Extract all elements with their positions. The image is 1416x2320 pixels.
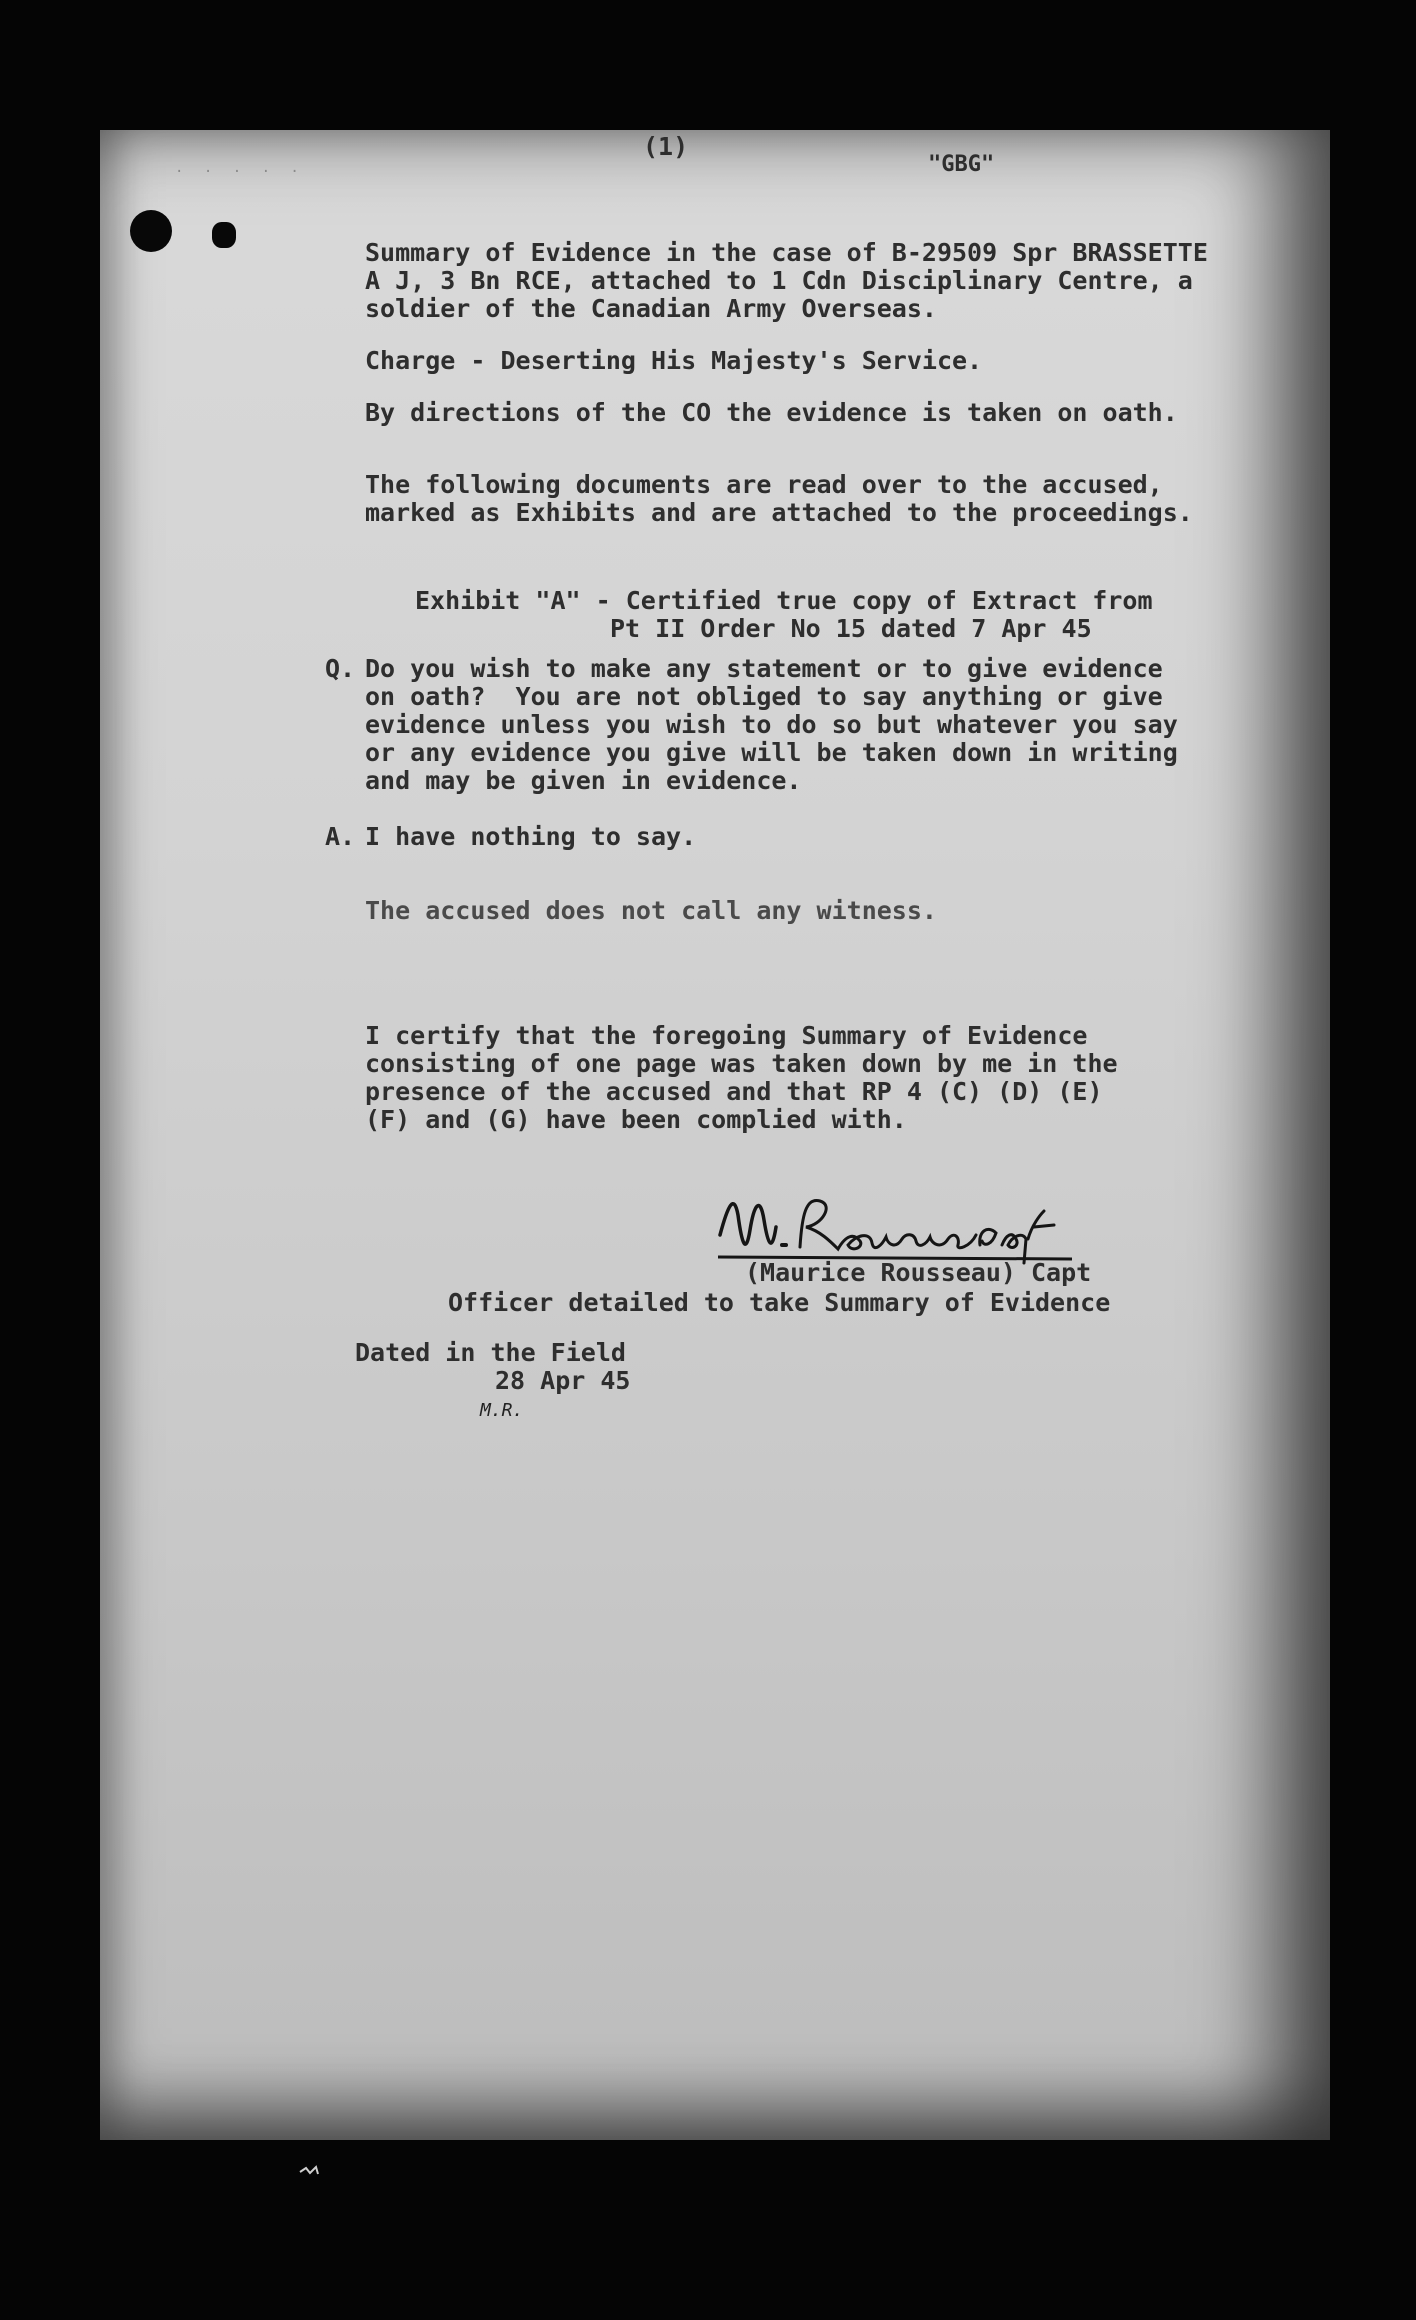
directions-line: By directions of the CO the evidence is taken on oath.	[365, 398, 1178, 427]
certification-line-3: presence of the accused and that RP 4 (C) (D) (E)	[365, 1077, 1103, 1106]
answer-text: I have nothing to say.	[365, 822, 697, 851]
dated-line: Dated in the Field	[355, 1338, 626, 1367]
question-line-4: or any evidence you give will be taken down in writing	[365, 738, 1178, 767]
question-line-2: on oath? You are not obliged to say anything or give	[365, 682, 1163, 711]
exhibit-line-2: Pt II Order No 15 dated 7 Apr 45	[610, 614, 1092, 643]
dated-date: 28 Apr 45	[495, 1366, 631, 1395]
page-number: (1)	[643, 132, 689, 161]
documents-line-1: The following documents are read over to the accused,	[365, 470, 1163, 499]
witness-line: The accused does not call any witness.	[365, 896, 937, 925]
punch-hole-left	[130, 210, 172, 252]
printed-name: (Maurice Rousseau) Capt	[745, 1258, 1092, 1287]
file-code: "GBG"	[928, 152, 995, 177]
certification-line-4: (F) and (G) have been complied with.	[365, 1105, 907, 1134]
summary-line-2: A J, 3 Bn RCE, attached to 1 Cdn Disciplinary Centre, a	[365, 266, 1193, 295]
certification-line-2: consisting of one page was taken down by me in the	[365, 1049, 1118, 1078]
answer-marker: A.	[325, 822, 356, 851]
question-line-1: Do you wish to make any statement or to give evidence	[365, 654, 1163, 683]
charge-line: Charge - Deserting His Majesty's Service.	[365, 346, 983, 375]
edge-marks: . . . . .	[175, 160, 305, 176]
scan-speck	[298, 2164, 320, 2178]
question-line-5: and may be given in evidence.	[365, 766, 802, 795]
question-marker: Q.	[325, 654, 356, 683]
summary-line-1: Summary of Evidence in the case of B-29509 Spr BRASSETTE	[365, 238, 1208, 267]
summary-line-3: soldier of the Canadian Army Overseas.	[365, 294, 937, 323]
officer-role: Officer detailed to take Summary of Evidence	[448, 1288, 1111, 1317]
documents-line-2: marked as Exhibits and are attached to the proceedings.	[365, 498, 1193, 527]
document-page	[100, 130, 1330, 2140]
dated-initials: M.R.	[480, 1400, 524, 1421]
exhibit-line-1: Exhibit "A" - Certified true copy of Extract from	[415, 586, 1153, 615]
punch-hole-right	[212, 222, 236, 248]
certification-line-1: I certify that the foregoing Summary of Evidence	[365, 1021, 1088, 1050]
question-line-3: evidence unless you wish to do so but whatever you say	[365, 710, 1178, 739]
